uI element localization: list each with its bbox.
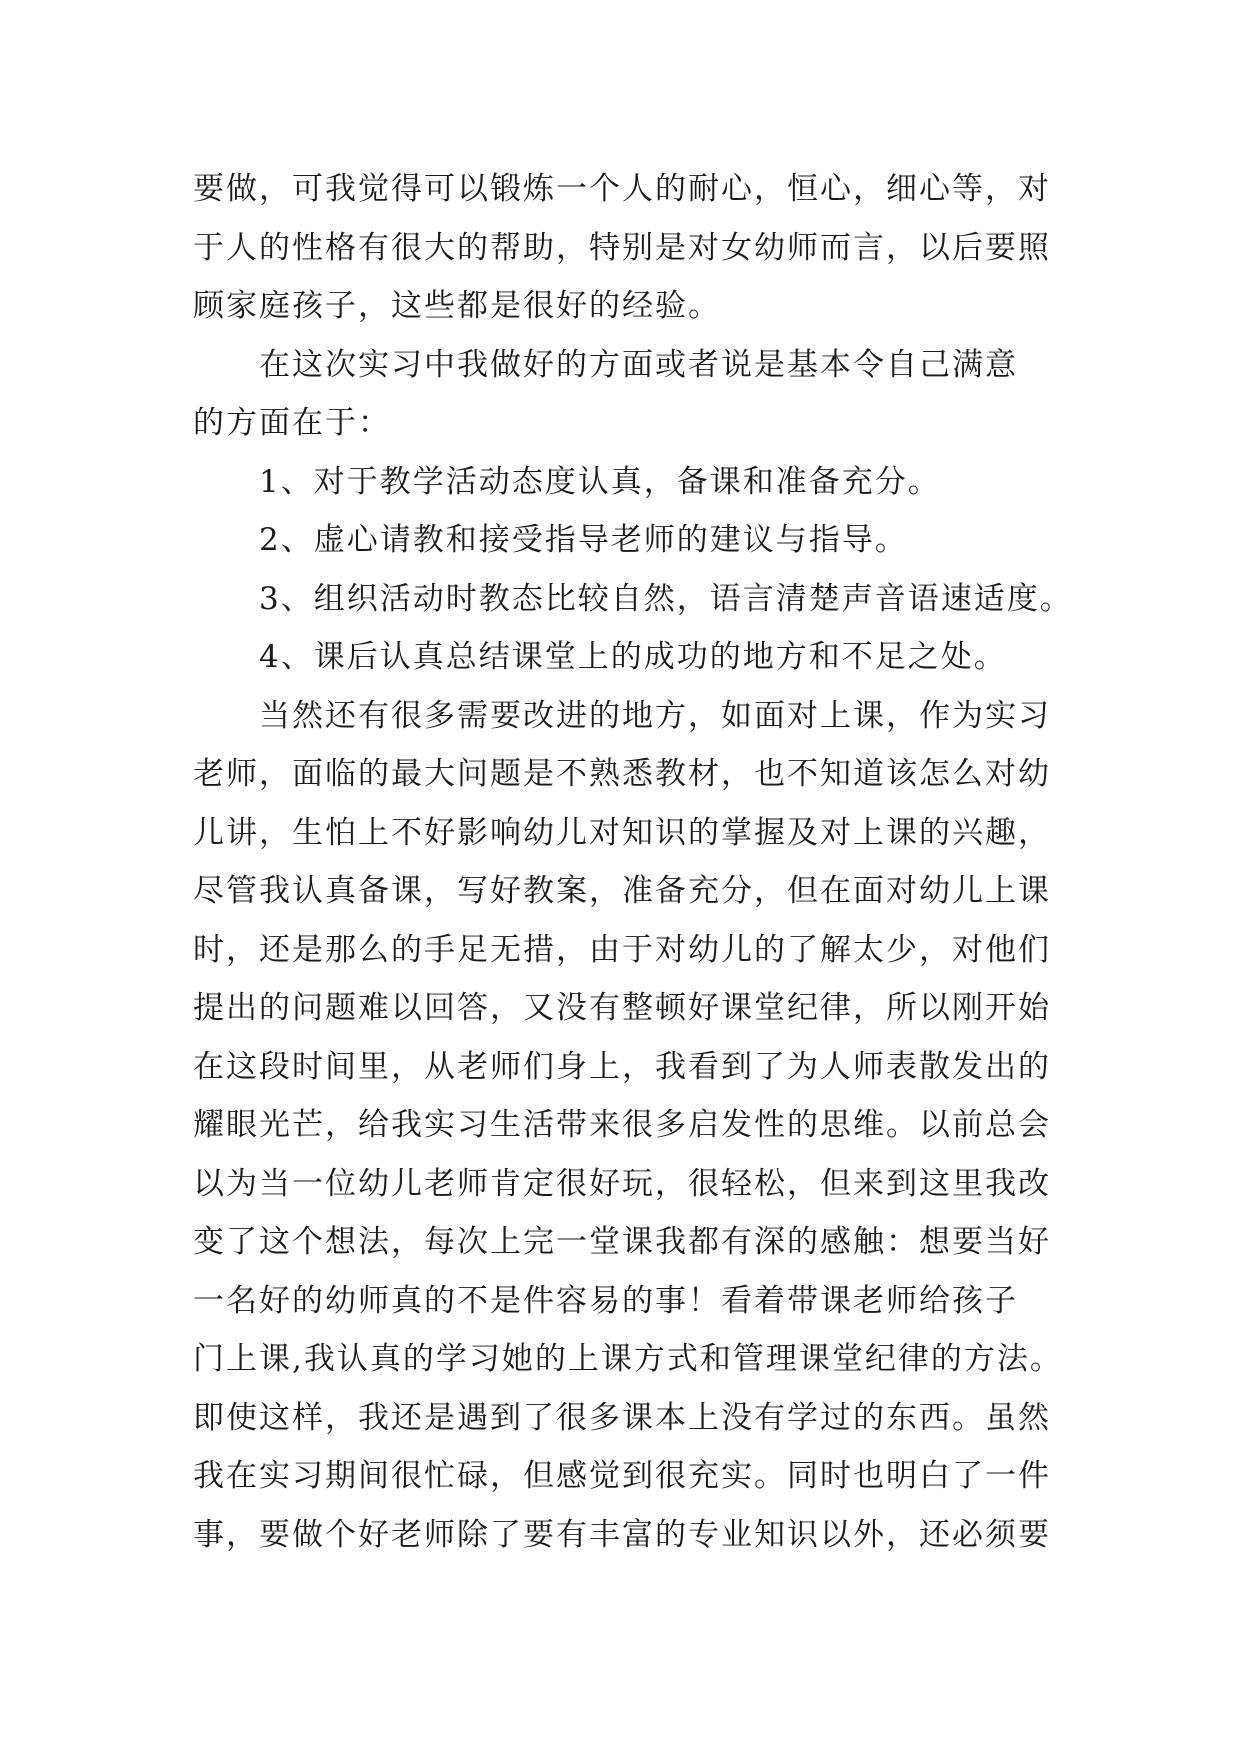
- text-line: 顾家庭孩子，这些都是很好的经验。: [193, 288, 721, 324]
- list-item-4: 4、课后认真总结课堂上的成功的地方和不足之处。: [259, 639, 1007, 675]
- text-line: 的方面在于：: [193, 405, 391, 441]
- text-line: 即使这样，我还是遇到了很多课本上没有学过的东西。虽然: [193, 1399, 1051, 1436]
- text-line: 事，要做个好老师除了要有丰富的专业知识以外，还必须要: [193, 1516, 1051, 1553]
- text-line: 我在实习期间很忙碌，但感觉到很充实。同时也明白了一件: [193, 1458, 1051, 1494]
- text-line: 要做，可我觉得可以锻炼一个人的耐心，恒心，细心等，对: [193, 171, 1051, 207]
- text-line: 一名好的幼师真的不是件容易的事！看着带课老师给孩子: [193, 1282, 1018, 1319]
- body-text: [193, 160, 1073, 1564]
- text-line: 于人的性格有很大的帮助，特别是对女幼师而言，以后要照: [193, 229, 1051, 266]
- text-line: 变了这个想法，每次上完一堂课我都有深的感触：想要当好: [193, 1224, 1051, 1260]
- text-line: 提出的问题难以回答，又没有整顿好课堂纪律，所以刚开始: [193, 990, 1051, 1026]
- text-line: 老师，面临的最大问题是不熟悉教材，也不知道该怎么对幼: [193, 756, 1051, 792]
- text-line: 儿讲，生怕上不好影响幼儿对知识的掌握及对上课的兴趣，: [193, 814, 1051, 851]
- text-line: 耀眼光芒，给我实习生活带来很多启发性的思维。以前总会: [193, 1107, 1051, 1143]
- list-item-2: 2、虚心请教和接受指导老师的建议与指导。: [259, 522, 908, 558]
- list-item-1: 1、对于教学活动态度认真，备课和准备充分。: [259, 463, 941, 500]
- text-line: 以为当一位幼儿老师肯定很好玩，很轻松，但来到这里我改: [193, 1165, 1051, 1202]
- list-item-3: 3、组织活动时教态比较自然，语言清楚声音语速适度。: [259, 580, 1073, 617]
- text-line: 在这段时间里，从老师们身上，我看到了为人师表散发出的: [193, 1048, 1051, 1085]
- text-line: 门上课,我认真的学习她的上课方式和管理课堂纪律的方法。: [193, 1341, 1063, 1377]
- text-line: 当然还有很多需要改进的地方，如面对上课，作为实习: [259, 697, 1051, 734]
- text-line: 时，还是那么的手足无措，由于对幼儿的了解太少，对他们: [193, 931, 1051, 968]
- text-line: 在这次实习中我做好的方面或者说是基本令自己满意: [259, 346, 1018, 383]
- text-line: 尽管我认真备课，写好教案，准备充分，但在面对幼儿上课: [193, 873, 1051, 909]
